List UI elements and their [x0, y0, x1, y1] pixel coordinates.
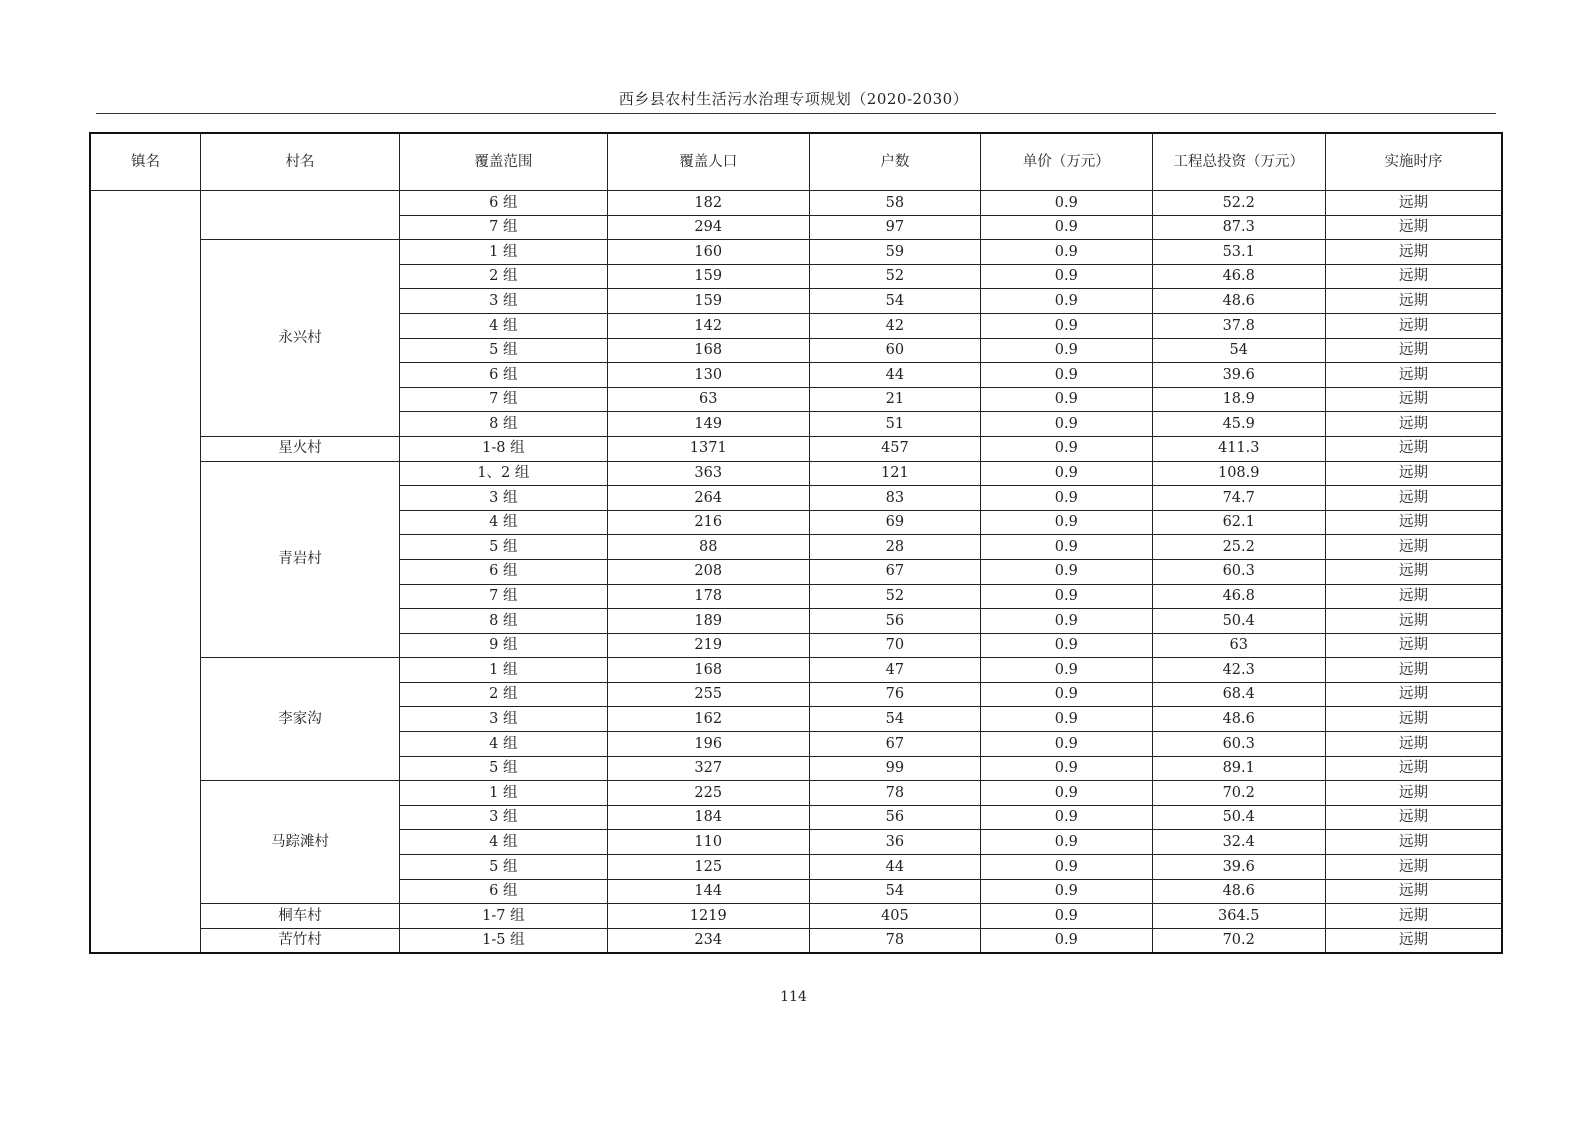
population-cell: 363 [607, 461, 809, 486]
population-cell: 159 [607, 289, 809, 314]
col-header-town: 镇名 [90, 133, 201, 191]
population-cell: 294 [607, 215, 809, 240]
unit-price-cell: 0.9 [981, 781, 1152, 806]
population-cell: 234 [607, 928, 809, 953]
households-cell: 47 [809, 658, 980, 683]
unit-price-cell: 0.9 [981, 412, 1152, 437]
unit-price-cell: 0.9 [981, 559, 1152, 584]
schedule-cell: 远期 [1325, 338, 1502, 363]
households-cell: 457 [809, 436, 980, 461]
investment-cell: 48.6 [1152, 289, 1325, 314]
population-cell: 88 [607, 535, 809, 560]
population-cell: 160 [607, 240, 809, 265]
page-header-title: 西乡县农村生活污水治理专项规划（2020-2030） [618, 90, 969, 108]
unit-price-cell: 0.9 [981, 707, 1152, 732]
coverage-cell: 4 组 [399, 313, 607, 338]
unit-price-cell: 0.9 [981, 289, 1152, 314]
population-cell: 208 [607, 559, 809, 584]
village-name-cell: 永兴村 [201, 240, 400, 437]
population-cell: 159 [607, 264, 809, 289]
households-cell: 44 [809, 855, 980, 880]
investment-cell: 52.2 [1152, 191, 1325, 216]
unit-price-cell: 0.9 [981, 461, 1152, 486]
unit-price-cell: 0.9 [981, 264, 1152, 289]
schedule-cell: 远期 [1325, 879, 1502, 904]
coverage-cell: 2 组 [399, 682, 607, 707]
coverage-cell: 5 组 [399, 535, 607, 560]
unit-price-cell: 0.9 [981, 363, 1152, 388]
header-rule [96, 113, 1496, 114]
coverage-cell: 6 组 [399, 879, 607, 904]
households-cell: 44 [809, 363, 980, 388]
households-cell: 56 [809, 805, 980, 830]
investment-cell: 87.3 [1152, 215, 1325, 240]
col-header-total-investment: 工程总投资（万元） [1152, 133, 1325, 191]
households-cell: 78 [809, 928, 980, 953]
schedule-cell: 远期 [1325, 363, 1502, 388]
coverage-cell: 3 组 [399, 486, 607, 511]
schedule-cell: 远期 [1325, 510, 1502, 535]
unit-price-cell: 0.9 [981, 633, 1152, 658]
population-cell: 189 [607, 609, 809, 634]
col-header-unit-price: 单价（万元） [981, 133, 1152, 191]
col-header-schedule: 实施时序 [1325, 133, 1502, 191]
table-row [90, 436, 1502, 461]
coverage-cell: 9 组 [399, 633, 607, 658]
unit-price-cell: 0.9 [981, 313, 1152, 338]
schedule-cell: 远期 [1325, 633, 1502, 658]
population-cell: 216 [607, 510, 809, 535]
investment-cell: 45.9 [1152, 412, 1325, 437]
investment-cell: 37.8 [1152, 313, 1325, 338]
schedule-cell: 远期 [1325, 781, 1502, 806]
households-cell: 99 [809, 756, 980, 781]
population-cell: 184 [607, 805, 809, 830]
households-cell: 52 [809, 584, 980, 609]
investment-cell: 60.3 [1152, 732, 1325, 757]
coverage-cell: 6 组 [399, 559, 607, 584]
households-cell: 121 [809, 461, 980, 486]
investment-cell: 42.3 [1152, 658, 1325, 683]
investment-cell: 25.2 [1152, 535, 1325, 560]
unit-price-cell: 0.9 [981, 584, 1152, 609]
unit-price-cell: 0.9 [981, 879, 1152, 904]
table-body [90, 191, 1502, 954]
investment-cell: 68.4 [1152, 682, 1325, 707]
schedule-cell: 远期 [1325, 240, 1502, 265]
table-header [90, 133, 1502, 191]
col-header-households: 户数 [809, 133, 980, 191]
coverage-cell: 1 组 [399, 658, 607, 683]
table-row [90, 904, 1502, 929]
header-row [90, 133, 1502, 191]
households-cell: 69 [809, 510, 980, 535]
households-cell: 56 [809, 609, 980, 634]
investment-cell: 53.1 [1152, 240, 1325, 265]
table-row [90, 461, 1502, 486]
population-cell: 142 [607, 313, 809, 338]
coverage-cell: 3 组 [399, 707, 607, 732]
investment-cell: 54 [1152, 338, 1325, 363]
coverage-cell: 7 组 [399, 584, 607, 609]
table-row [90, 781, 1502, 806]
population-cell: 219 [607, 633, 809, 658]
schedule-cell: 远期 [1325, 436, 1502, 461]
investment-cell: 39.6 [1152, 855, 1325, 880]
coverage-cell: 5 组 [399, 855, 607, 880]
households-cell: 28 [809, 535, 980, 560]
investment-cell: 74.7 [1152, 486, 1325, 511]
investment-cell: 70.2 [1152, 781, 1325, 806]
households-cell: 405 [809, 904, 980, 929]
population-cell: 168 [607, 338, 809, 363]
unit-price-cell: 0.9 [981, 436, 1152, 461]
schedule-cell: 远期 [1325, 904, 1502, 929]
population-cell: 110 [607, 830, 809, 855]
investment-cell: 39.6 [1152, 363, 1325, 388]
coverage-cell: 7 组 [399, 215, 607, 240]
schedule-cell: 远期 [1325, 855, 1502, 880]
table-row [90, 658, 1502, 683]
coverage-cell: 8 组 [399, 412, 607, 437]
unit-price-cell: 0.9 [981, 486, 1152, 511]
investment-cell: 62.1 [1152, 510, 1325, 535]
population-cell: 144 [607, 879, 809, 904]
households-cell: 70 [809, 633, 980, 658]
unit-price-cell: 0.9 [981, 240, 1152, 265]
schedule-cell: 远期 [1325, 313, 1502, 338]
table-row [90, 240, 1502, 265]
unit-price-cell: 0.9 [981, 756, 1152, 781]
village-name-cell: 苦竹村 [201, 928, 400, 953]
investment-cell: 50.4 [1152, 805, 1325, 830]
unit-price-cell: 0.9 [981, 732, 1152, 757]
coverage-cell: 4 组 [399, 510, 607, 535]
coverage-cell: 7 组 [399, 387, 607, 412]
unit-price-cell: 0.9 [981, 191, 1152, 216]
investment-cell: 411.3 [1152, 436, 1325, 461]
households-cell: 97 [809, 215, 980, 240]
population-cell: 1219 [607, 904, 809, 929]
coverage-cell: 1、2 组 [399, 461, 607, 486]
unit-price-cell: 0.9 [981, 510, 1152, 535]
unit-price-cell: 0.9 [981, 805, 1152, 830]
town-name-cell [90, 191, 201, 954]
households-cell: 51 [809, 412, 980, 437]
coverage-cell: 8 组 [399, 609, 607, 634]
unit-price-cell: 0.9 [981, 855, 1152, 880]
households-cell: 54 [809, 289, 980, 314]
col-header-population: 覆盖人口 [607, 133, 809, 191]
households-cell: 83 [809, 486, 980, 511]
coverage-cell: 4 组 [399, 830, 607, 855]
population-cell: 168 [607, 658, 809, 683]
households-cell: 67 [809, 732, 980, 757]
village-name-cell: 青岩村 [201, 461, 400, 658]
population-cell: 264 [607, 486, 809, 511]
village-name-cell: 桐车村 [201, 904, 400, 929]
population-cell: 327 [607, 756, 809, 781]
investment-cell: 32.4 [1152, 830, 1325, 855]
unit-price-cell: 0.9 [981, 535, 1152, 560]
households-cell: 36 [809, 830, 980, 855]
table-row [90, 928, 1502, 953]
households-cell: 78 [809, 781, 980, 806]
households-cell: 54 [809, 879, 980, 904]
population-cell: 225 [607, 781, 809, 806]
schedule-cell: 远期 [1325, 707, 1502, 732]
households-cell: 76 [809, 682, 980, 707]
data-table [89, 132, 1503, 954]
investment-cell: 18.9 [1152, 387, 1325, 412]
population-cell: 63 [607, 387, 809, 412]
village-name-cell: 李家沟 [201, 658, 400, 781]
households-cell: 59 [809, 240, 980, 265]
households-cell: 54 [809, 707, 980, 732]
schedule-cell: 远期 [1325, 486, 1502, 511]
unit-price-cell: 0.9 [981, 338, 1152, 363]
schedule-cell: 远期 [1325, 830, 1502, 855]
col-header-coverage: 覆盖范围 [399, 133, 607, 191]
population-cell: 162 [607, 707, 809, 732]
population-cell: 182 [607, 191, 809, 216]
investment-cell: 63 [1152, 633, 1325, 658]
investment-cell: 50.4 [1152, 609, 1325, 634]
households-cell: 67 [809, 559, 980, 584]
village-name-cell: 星火村 [201, 436, 400, 461]
investment-cell: 46.8 [1152, 264, 1325, 289]
schedule-cell: 远期 [1325, 756, 1502, 781]
schedule-cell: 远期 [1325, 928, 1502, 953]
schedule-cell: 远期 [1325, 412, 1502, 437]
schedule-cell: 远期 [1325, 191, 1502, 216]
population-cell: 178 [607, 584, 809, 609]
page-number: 114 [780, 989, 807, 1005]
schedule-cell: 远期 [1325, 682, 1502, 707]
coverage-cell: 1 组 [399, 781, 607, 806]
population-cell: 130 [607, 363, 809, 388]
schedule-cell: 远期 [1325, 609, 1502, 634]
schedule-cell: 远期 [1325, 215, 1502, 240]
schedule-cell: 远期 [1325, 732, 1502, 757]
schedule-cell: 远期 [1325, 805, 1502, 830]
col-header-village: 村名 [201, 133, 400, 191]
table-row [90, 191, 1502, 216]
unit-price-cell: 0.9 [981, 609, 1152, 634]
households-cell: 58 [809, 191, 980, 216]
coverage-cell: 4 组 [399, 732, 607, 757]
schedule-cell: 远期 [1325, 658, 1502, 683]
population-cell: 196 [607, 732, 809, 757]
investment-cell: 89.1 [1152, 756, 1325, 781]
schedule-cell: 远期 [1325, 584, 1502, 609]
investment-cell: 364.5 [1152, 904, 1325, 929]
coverage-cell: 6 组 [399, 363, 607, 388]
investment-cell: 70.2 [1152, 928, 1325, 953]
coverage-cell: 1 组 [399, 240, 607, 265]
coverage-cell: 1-7 组 [399, 904, 607, 929]
village-name-cell [201, 191, 400, 240]
population-cell: 1371 [607, 436, 809, 461]
schedule-cell: 远期 [1325, 264, 1502, 289]
unit-price-cell: 0.9 [981, 682, 1152, 707]
households-cell: 52 [809, 264, 980, 289]
investment-cell: 48.6 [1152, 707, 1325, 732]
coverage-cell: 2 组 [399, 264, 607, 289]
unit-price-cell: 0.9 [981, 658, 1152, 683]
investment-cell: 48.6 [1152, 879, 1325, 904]
coverage-cell: 5 组 [399, 338, 607, 363]
coverage-cell: 3 组 [399, 289, 607, 314]
unit-price-cell: 0.9 [981, 215, 1152, 240]
coverage-cell: 1-5 组 [399, 928, 607, 953]
households-cell: 60 [809, 338, 980, 363]
investment-cell: 46.8 [1152, 584, 1325, 609]
schedule-cell: 远期 [1325, 461, 1502, 486]
investment-cell: 60.3 [1152, 559, 1325, 584]
population-cell: 255 [607, 682, 809, 707]
unit-price-cell: 0.9 [981, 387, 1152, 412]
unit-price-cell: 0.9 [981, 830, 1152, 855]
households-cell: 42 [809, 313, 980, 338]
schedule-cell: 远期 [1325, 535, 1502, 560]
village-name-cell: 马踪滩村 [201, 781, 400, 904]
schedule-cell: 远期 [1325, 387, 1502, 412]
coverage-cell: 1-8 组 [399, 436, 607, 461]
schedule-cell: 远期 [1325, 559, 1502, 584]
unit-price-cell: 0.9 [981, 904, 1152, 929]
schedule-cell: 远期 [1325, 289, 1502, 314]
coverage-cell: 3 组 [399, 805, 607, 830]
unit-price-cell: 0.9 [981, 928, 1152, 953]
population-cell: 149 [607, 412, 809, 437]
investment-cell: 108.9 [1152, 461, 1325, 486]
households-cell: 21 [809, 387, 980, 412]
population-cell: 125 [607, 855, 809, 880]
coverage-cell: 6 组 [399, 191, 607, 216]
coverage-cell: 5 组 [399, 756, 607, 781]
